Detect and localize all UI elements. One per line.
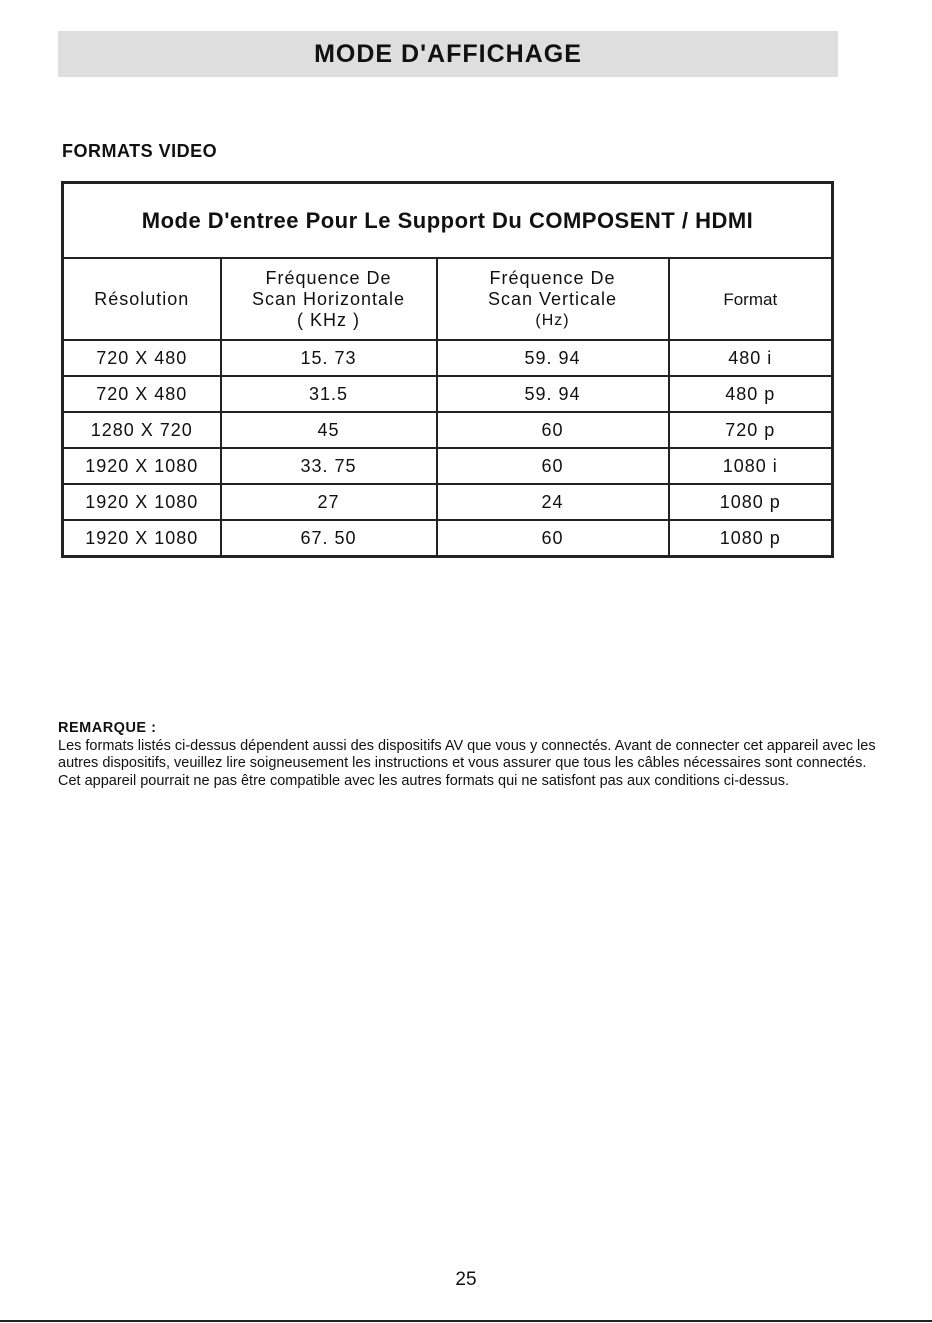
cell-format: 1080 p (669, 520, 833, 557)
cell-vertical-frequency: 60 (437, 412, 669, 448)
column-header-format (669, 258, 833, 340)
table-row (63, 520, 833, 557)
cell-format: 1080 i (669, 448, 833, 484)
column-header-resolution (63, 258, 221, 340)
cell-horizontal-frequency: 33. 75 (221, 448, 437, 484)
cell-horizontal-frequency: 67. 50 (221, 520, 437, 557)
cell-resolution: 720 X 480 (63, 340, 221, 376)
cell-horizontal-frequency: 27 (221, 484, 437, 520)
table-row (63, 340, 833, 376)
remark-paragraph: Cet appareil pourrait ne pas être compatible avec les autres formats qui ne satisfont pas aux conditions ci-dessus. (58, 772, 790, 789)
cell-format: 480 p (669, 376, 833, 412)
cell-vertical-frequency: 24 (437, 484, 669, 520)
column-header-line: Fréquence De (489, 267, 616, 288)
column-header-unit: (Hz) (535, 311, 570, 329)
cell-format: 720 p (669, 412, 833, 448)
section-heading: FORMATS VIDEO (62, 141, 218, 161)
page-title-bar (58, 31, 838, 77)
cell-resolution: 1280 X 720 (63, 412, 221, 448)
column-header-line: Scan Verticale (487, 288, 618, 309)
cell-horizontal-frequency: 15. 73 (221, 340, 437, 376)
display-formats-table (61, 181, 834, 558)
cell-resolution: 1920 X 1080 (63, 484, 221, 520)
table-row (63, 412, 833, 448)
remark-paragraph: Les formats listés ci-dessus dépendent aussi des dispositifs AV que vous y connectés. Avant de connecter cet appareil avec les autres dispositifs, veuillez lire soigneusement les instructions et vous assurer que tous les câbles nécessaires sont connectés. (58, 737, 876, 771)
cell-format: 1080 p (669, 484, 833, 520)
column-header-line: Format (723, 289, 778, 309)
cell-horizontal-frequency: 45 (221, 412, 437, 448)
cell-resolution: 1920 X 1080 (63, 448, 221, 484)
column-header-horizontal-frequency (221, 258, 437, 340)
cell-resolution: 720 X 480 (63, 376, 221, 412)
cell-horizontal-frequency: 31.5 (221, 376, 437, 412)
cell-vertical-frequency: 59. 94 (437, 376, 669, 412)
column-header-line: Fréquence De (265, 267, 392, 288)
column-header-unit: ( KHz ) (297, 309, 360, 330)
page-number: 25 (455, 1269, 477, 1290)
column-header-line: Résolution (94, 288, 190, 309)
table-row (63, 376, 833, 412)
column-header-line: Scan Horizontale (251, 288, 406, 309)
bottom-divider (0, 1320, 932, 1322)
table-row (63, 484, 833, 520)
cell-resolution: 1920 X 1080 (63, 520, 221, 557)
table-caption: Mode D'entree Pour Le Support Du COMPOSENT / HDMI (63, 183, 833, 259)
remark-title: REMARQUE : (58, 720, 157, 736)
column-header-vertical-frequency (437, 258, 669, 340)
remark-block (58, 720, 888, 790)
page-title: MODE D'AFFICHAGE (314, 39, 582, 68)
cell-vertical-frequency: 59. 94 (437, 340, 669, 376)
cell-format: 480 i (669, 340, 833, 376)
cell-vertical-frequency: 60 (437, 520, 669, 557)
table-row (63, 448, 833, 484)
cell-vertical-frequency: 60 (437, 448, 669, 484)
